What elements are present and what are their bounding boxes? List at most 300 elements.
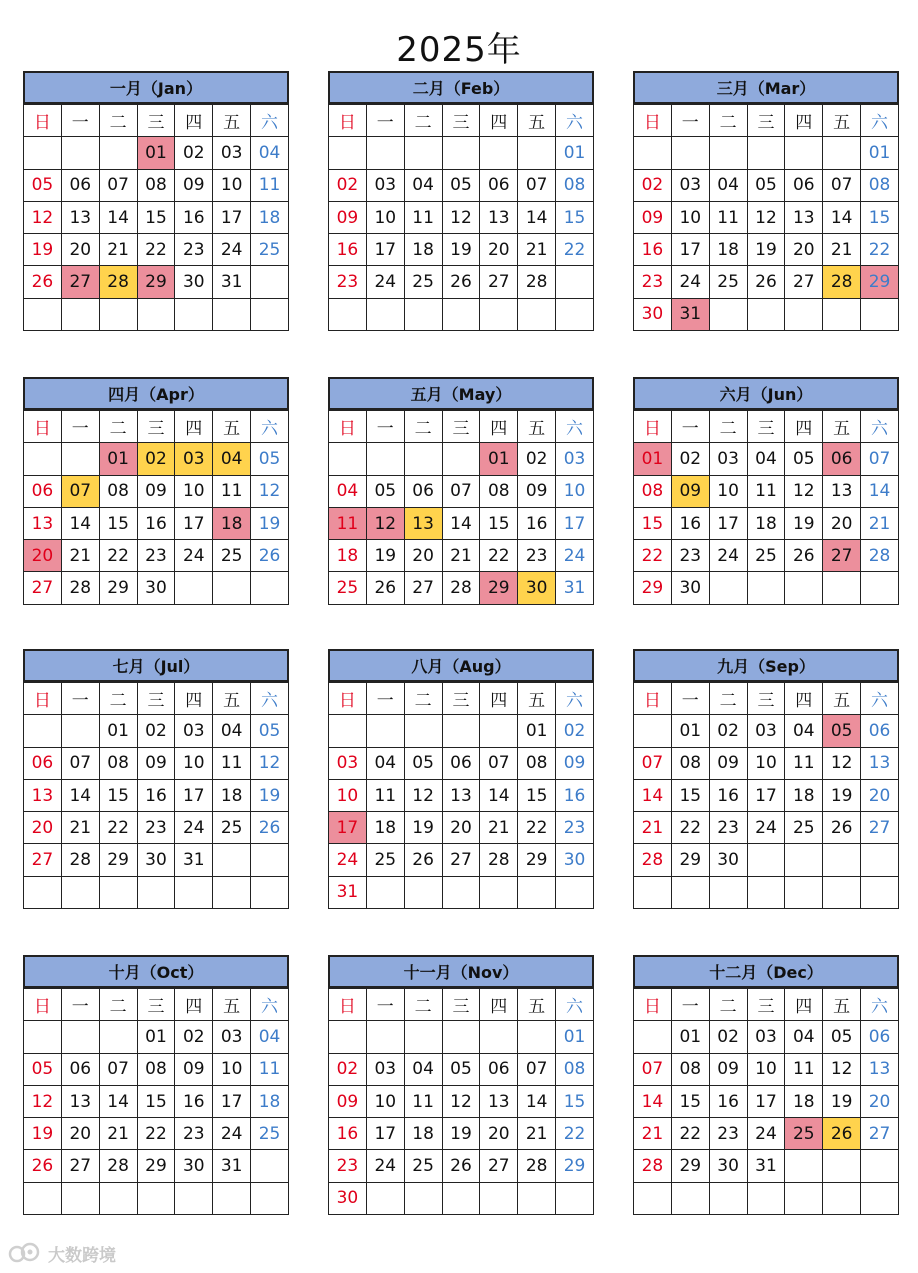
empty-cell (823, 1182, 861, 1214)
empty-cell (518, 876, 556, 908)
empty-cell (251, 1182, 289, 1214)
day-cell: 09 (709, 1053, 747, 1085)
month-10 (23, 955, 289, 1215)
day-cell: 26 (442, 1150, 480, 1182)
empty-cell (366, 443, 404, 475)
day-cell: 25 (213, 812, 251, 844)
day-cell: 23 (671, 540, 709, 572)
day-cell: 15 (99, 507, 137, 539)
empty-cell (709, 572, 747, 604)
month-8 (328, 649, 594, 909)
day-cell: 01 (480, 443, 518, 475)
day-cell: 26 (785, 540, 823, 572)
day-cell: 01 (671, 1021, 709, 1053)
day-cell: 03 (747, 715, 785, 747)
day-cell: 26 (823, 1118, 861, 1150)
day-cell: 11 (251, 1053, 289, 1085)
day-cell: 09 (329, 201, 367, 233)
day-cell: 02 (709, 1021, 747, 1053)
day-cell: 18 (251, 1085, 289, 1117)
weekday-label: 五 (213, 683, 251, 715)
day-cell: 30 (634, 298, 672, 330)
day-cell: 14 (61, 779, 99, 811)
day-cell: 20 (823, 507, 861, 539)
day-cell: 31 (213, 266, 251, 298)
week-row (634, 1053, 899, 1085)
day-cell: 04 (213, 715, 251, 747)
empty-cell (556, 1182, 594, 1214)
day-cell: 11 (747, 475, 785, 507)
day-cell: 25 (785, 1118, 823, 1150)
month-table (23, 410, 289, 605)
weekday-row (24, 989, 289, 1021)
day-cell: 24 (213, 1118, 251, 1150)
day-cell: 22 (671, 1118, 709, 1150)
empty-cell (747, 876, 785, 908)
day-cell: 13 (24, 779, 62, 811)
month-11 (328, 955, 594, 1215)
weekday-label: 二 (99, 105, 137, 137)
week-row (634, 1182, 899, 1214)
day-cell: 27 (24, 572, 62, 604)
weekday-label: 二 (404, 411, 442, 443)
week-row (24, 540, 289, 572)
month-5 (328, 377, 594, 605)
day-cell: 06 (61, 1053, 99, 1085)
day-cell: 24 (175, 540, 213, 572)
weekday-label: 五 (213, 105, 251, 137)
week-row (329, 234, 594, 266)
week-row (634, 1085, 899, 1117)
day-cell: 27 (61, 266, 99, 298)
day-cell: 30 (175, 1150, 213, 1182)
day-cell: 13 (861, 747, 899, 779)
weekday-row (24, 105, 289, 137)
weekday-label: 一 (61, 105, 99, 137)
day-cell: 01 (671, 715, 709, 747)
day-cell: 03 (747, 1021, 785, 1053)
day-cell: 02 (137, 443, 175, 475)
week-row (24, 715, 289, 747)
week-row (634, 475, 899, 507)
day-cell: 11 (709, 201, 747, 233)
day-cell: 10 (329, 779, 367, 811)
week-row (634, 715, 899, 747)
empty-cell (61, 298, 99, 330)
day-cell: 30 (671, 572, 709, 604)
day-cell: 04 (213, 443, 251, 475)
day-cell: 02 (671, 443, 709, 475)
day-cell: 25 (785, 812, 823, 844)
weekday-row (329, 989, 594, 1021)
empty-cell (175, 1182, 213, 1214)
day-cell: 04 (747, 443, 785, 475)
month-table (633, 104, 899, 331)
empty-cell (366, 298, 404, 330)
empty-cell (709, 298, 747, 330)
day-cell: 13 (24, 507, 62, 539)
week-row (634, 298, 899, 330)
day-cell: 21 (99, 1118, 137, 1150)
day-cell: 28 (518, 1150, 556, 1182)
day-cell: 12 (24, 201, 62, 233)
empty-cell (175, 572, 213, 604)
day-cell: 23 (137, 812, 175, 844)
day-cell: 09 (709, 747, 747, 779)
day-cell: 10 (213, 1053, 251, 1085)
empty-cell (442, 1182, 480, 1214)
weekday-label: 一 (366, 105, 404, 137)
empty-cell (61, 1021, 99, 1053)
day-cell: 05 (785, 443, 823, 475)
week-row (634, 507, 899, 539)
weekday-label: 五 (213, 989, 251, 1021)
empty-cell (785, 844, 823, 876)
weekday-label: 一 (61, 683, 99, 715)
day-cell: 09 (556, 747, 594, 779)
day-cell: 16 (709, 779, 747, 811)
week-row (24, 1118, 289, 1150)
day-cell: 28 (61, 572, 99, 604)
day-cell: 06 (480, 1053, 518, 1085)
day-cell: 23 (137, 540, 175, 572)
week-row (329, 747, 594, 779)
month-table (328, 988, 594, 1215)
empty-cell (404, 1021, 442, 1053)
empty-cell (251, 876, 289, 908)
weekday-row (24, 411, 289, 443)
empty-cell (251, 844, 289, 876)
week-row (24, 779, 289, 811)
empty-cell (24, 137, 62, 169)
day-cell: 08 (556, 1053, 594, 1085)
day-cell: 02 (175, 137, 213, 169)
day-cell: 11 (213, 475, 251, 507)
week-row (24, 298, 289, 330)
weekday-row (634, 411, 899, 443)
day-cell: 20 (480, 234, 518, 266)
empty-cell (823, 298, 861, 330)
weekday-label: 二 (99, 411, 137, 443)
day-cell: 29 (99, 844, 137, 876)
day-cell: 22 (99, 812, 137, 844)
weekday-label: 二 (404, 105, 442, 137)
day-cell: 17 (671, 234, 709, 266)
day-cell: 11 (785, 1053, 823, 1085)
week-row (329, 1021, 594, 1053)
empty-cell (366, 715, 404, 747)
day-cell: 06 (823, 443, 861, 475)
weekday-label: 日 (634, 989, 672, 1021)
day-cell: 16 (175, 201, 213, 233)
weekday-label: 四 (785, 989, 823, 1021)
day-cell: 04 (251, 1021, 289, 1053)
brand-logo-icon (8, 1242, 42, 1264)
day-cell: 13 (480, 1085, 518, 1117)
week-row (329, 475, 594, 507)
empty-cell (329, 137, 367, 169)
day-cell: 17 (213, 1085, 251, 1117)
day-cell: 20 (480, 1118, 518, 1150)
day-cell: 04 (329, 475, 367, 507)
day-cell: 14 (61, 507, 99, 539)
day-cell: 06 (861, 715, 899, 747)
empty-cell (404, 876, 442, 908)
day-cell: 29 (99, 572, 137, 604)
day-cell: 16 (634, 234, 672, 266)
empty-cell (99, 137, 137, 169)
day-cell: 29 (518, 844, 556, 876)
day-cell: 17 (213, 201, 251, 233)
week-row (634, 1118, 899, 1150)
day-cell: 31 (671, 298, 709, 330)
day-cell: 16 (137, 779, 175, 811)
day-cell: 07 (518, 1053, 556, 1085)
day-cell: 31 (213, 1150, 251, 1182)
day-cell: 07 (634, 1053, 672, 1085)
day-cell: 28 (99, 266, 137, 298)
day-cell: 15 (480, 507, 518, 539)
weekday-label: 四 (480, 683, 518, 715)
weekday-label: 四 (175, 683, 213, 715)
day-cell: 24 (671, 266, 709, 298)
week-row (634, 572, 899, 604)
day-cell: 11 (404, 201, 442, 233)
day-cell: 14 (518, 1085, 556, 1117)
day-cell: 26 (442, 266, 480, 298)
weekday-label: 一 (671, 989, 709, 1021)
weekday-label: 日 (329, 105, 367, 137)
weekday-row (634, 105, 899, 137)
day-cell: 08 (137, 169, 175, 201)
empty-cell (442, 298, 480, 330)
day-cell: 10 (213, 169, 251, 201)
day-cell: 07 (518, 169, 556, 201)
day-cell: 20 (442, 812, 480, 844)
week-row (24, 443, 289, 475)
month-title: 十月（Oct） (23, 955, 289, 988)
week-row (634, 1021, 899, 1053)
weekday-row (24, 683, 289, 715)
empty-cell (175, 876, 213, 908)
day-cell: 10 (671, 201, 709, 233)
week-row (634, 169, 899, 201)
day-cell: 03 (556, 443, 594, 475)
empty-cell (709, 1182, 747, 1214)
month-6 (633, 377, 899, 605)
day-cell: 16 (329, 1118, 367, 1150)
week-row (634, 540, 899, 572)
day-cell: 26 (251, 540, 289, 572)
day-cell: 01 (861, 137, 899, 169)
day-cell: 04 (785, 715, 823, 747)
day-cell: 12 (251, 747, 289, 779)
month-table (23, 988, 289, 1215)
day-cell: 01 (99, 443, 137, 475)
weekday-label: 日 (634, 105, 672, 137)
day-cell: 23 (556, 812, 594, 844)
day-cell: 03 (366, 169, 404, 201)
empty-cell (24, 298, 62, 330)
weekday-label: 四 (175, 105, 213, 137)
day-cell: 02 (518, 443, 556, 475)
day-cell: 11 (213, 747, 251, 779)
day-cell: 13 (823, 475, 861, 507)
week-row (24, 1085, 289, 1117)
day-cell: 31 (175, 844, 213, 876)
day-cell: 09 (137, 475, 175, 507)
day-cell: 07 (823, 169, 861, 201)
day-cell: 05 (442, 1053, 480, 1085)
day-cell: 19 (24, 1118, 62, 1150)
day-cell: 04 (785, 1021, 823, 1053)
empty-cell (213, 876, 251, 908)
empty-cell (442, 443, 480, 475)
day-cell: 07 (61, 747, 99, 779)
empty-cell (823, 572, 861, 604)
week-row (329, 443, 594, 475)
empty-cell (480, 137, 518, 169)
day-cell: 07 (61, 475, 99, 507)
day-cell: 08 (137, 1053, 175, 1085)
day-cell: 14 (442, 507, 480, 539)
day-cell: 29 (671, 844, 709, 876)
empty-cell (404, 137, 442, 169)
day-cell: 24 (747, 1118, 785, 1150)
week-row (329, 540, 594, 572)
day-cell: 15 (671, 1085, 709, 1117)
weekday-label: 三 (442, 411, 480, 443)
day-cell: 01 (556, 1021, 594, 1053)
weekday-label: 四 (175, 989, 213, 1021)
day-cell: 06 (785, 169, 823, 201)
day-cell: 05 (24, 169, 62, 201)
empty-cell (137, 298, 175, 330)
month-title: 四月（Apr） (23, 377, 289, 410)
day-cell: 05 (823, 1021, 861, 1053)
weekday-label: 五 (823, 105, 861, 137)
day-cell: 02 (709, 715, 747, 747)
empty-cell (785, 876, 823, 908)
weekday-label: 四 (480, 105, 518, 137)
empty-cell (480, 1182, 518, 1214)
weekday-label: 五 (823, 411, 861, 443)
week-row (329, 137, 594, 169)
empty-cell (480, 1021, 518, 1053)
month-4 (23, 377, 289, 605)
day-cell: 19 (442, 234, 480, 266)
week-row (634, 1150, 899, 1182)
day-cell: 21 (634, 1118, 672, 1150)
day-cell: 10 (747, 747, 785, 779)
day-cell: 16 (175, 1085, 213, 1117)
day-cell: 22 (137, 234, 175, 266)
day-cell: 22 (634, 540, 672, 572)
day-cell: 18 (404, 1118, 442, 1150)
month-title: 七月（Jul） (23, 649, 289, 682)
day-cell: 06 (480, 169, 518, 201)
empty-cell (442, 876, 480, 908)
weekday-label: 二 (709, 105, 747, 137)
week-row (329, 876, 594, 908)
day-cell: 12 (366, 507, 404, 539)
day-cell: 12 (785, 475, 823, 507)
week-row (329, 812, 594, 844)
week-row (24, 266, 289, 298)
day-cell: 23 (329, 1150, 367, 1182)
month-table (328, 104, 594, 331)
day-cell: 15 (671, 779, 709, 811)
day-cell: 22 (518, 812, 556, 844)
empty-cell (518, 1021, 556, 1053)
day-cell: 27 (823, 540, 861, 572)
day-cell: 08 (99, 747, 137, 779)
weekday-label: 四 (480, 411, 518, 443)
empty-cell (709, 876, 747, 908)
day-cell: 06 (442, 747, 480, 779)
day-cell: 06 (24, 475, 62, 507)
month-title: 十二月（Dec） (633, 955, 899, 988)
day-cell: 25 (251, 1118, 289, 1150)
day-cell: 30 (518, 572, 556, 604)
day-cell: 10 (709, 475, 747, 507)
day-cell: 17 (747, 779, 785, 811)
day-cell: 05 (251, 715, 289, 747)
day-cell: 17 (175, 507, 213, 539)
month-table (328, 410, 594, 605)
watermark (8, 1238, 116, 1268)
day-cell: 22 (861, 234, 899, 266)
day-cell: 05 (442, 169, 480, 201)
day-cell: 30 (709, 1150, 747, 1182)
day-cell: 24 (329, 844, 367, 876)
weekday-label: 二 (709, 411, 747, 443)
day-cell: 06 (861, 1021, 899, 1053)
day-cell: 17 (329, 812, 367, 844)
weekday-label: 一 (61, 989, 99, 1021)
empty-cell (366, 1021, 404, 1053)
month-1 (23, 71, 289, 331)
day-cell: 08 (518, 747, 556, 779)
day-cell: 15 (518, 779, 556, 811)
day-cell: 07 (442, 475, 480, 507)
day-cell: 20 (24, 540, 62, 572)
day-cell: 07 (99, 169, 137, 201)
day-cell: 02 (137, 715, 175, 747)
day-cell: 29 (137, 1150, 175, 1182)
empty-cell (99, 1182, 137, 1214)
day-cell: 25 (366, 844, 404, 876)
month-title: 九月（Sep） (633, 649, 899, 682)
day-cell: 16 (556, 779, 594, 811)
empty-cell (823, 137, 861, 169)
day-cell: 11 (404, 1085, 442, 1117)
weekday-row (329, 683, 594, 715)
empty-cell (634, 137, 672, 169)
day-cell: 03 (213, 1021, 251, 1053)
weekday-label: 三 (442, 989, 480, 1021)
day-cell: 15 (99, 779, 137, 811)
day-cell: 04 (404, 169, 442, 201)
empty-cell (366, 137, 404, 169)
day-cell: 02 (556, 715, 594, 747)
day-cell: 19 (404, 812, 442, 844)
day-cell: 18 (251, 201, 289, 233)
empty-cell (213, 572, 251, 604)
day-cell: 04 (404, 1053, 442, 1085)
day-cell: 02 (329, 169, 367, 201)
empty-cell (99, 876, 137, 908)
